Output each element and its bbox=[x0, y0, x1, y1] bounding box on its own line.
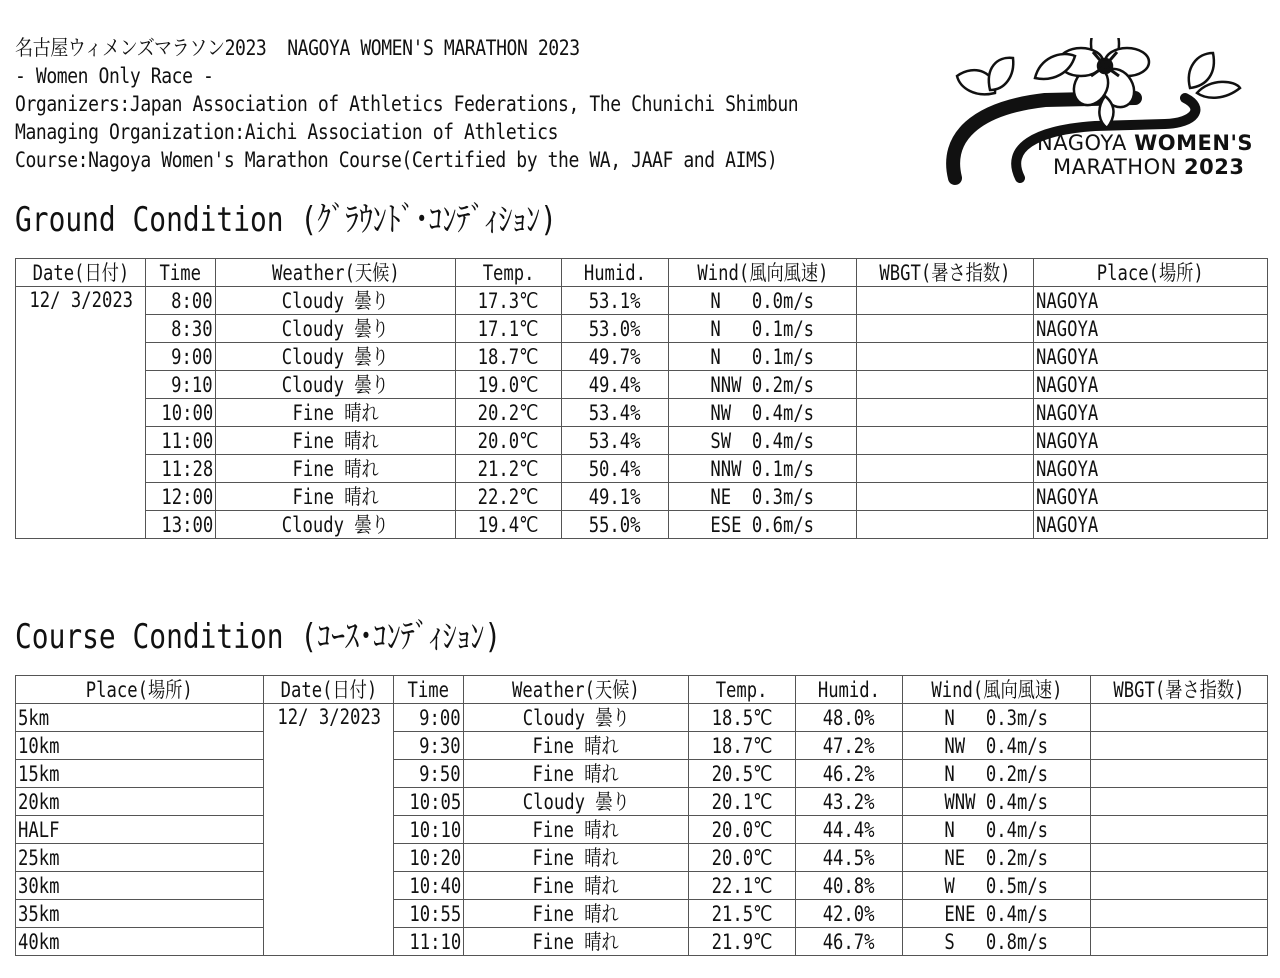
place-cell: 30km bbox=[16, 872, 264, 900]
weather-cell: Fine 晴れ bbox=[464, 760, 689, 788]
time-cell: 9:00 bbox=[146, 343, 216, 371]
temp-cell: 21.9℃ bbox=[689, 928, 796, 956]
table-row bbox=[16, 399, 1268, 427]
place-cell: NAGOYA bbox=[1034, 287, 1268, 315]
humid-cell: 53.4% bbox=[562, 399, 669, 427]
column-header-temp: Temp. bbox=[689, 676, 796, 704]
column-header-weather: Weather(天候) bbox=[464, 676, 689, 704]
time-cell: 10:05 bbox=[394, 788, 464, 816]
table-row bbox=[16, 483, 1268, 511]
table-row bbox=[16, 844, 1268, 872]
time-cell: 11:28 bbox=[146, 455, 216, 483]
humid-cell: 40.8% bbox=[796, 872, 903, 900]
place-cell: NAGOYA bbox=[1034, 427, 1268, 455]
humid-cell: 48.0% bbox=[796, 704, 903, 732]
wind-cell: N 0.4m/s bbox=[903, 816, 1091, 844]
humid-cell: 50.4% bbox=[562, 455, 669, 483]
column-header-wind: Wind(風向風速) bbox=[669, 259, 857, 287]
time-cell: 9:00 bbox=[394, 704, 464, 732]
wind-cell: N 0.3m/s bbox=[903, 704, 1091, 732]
column-header-humid: Humid. bbox=[796, 676, 903, 704]
table-row bbox=[16, 760, 1268, 788]
temp-cell: 21.5℃ bbox=[689, 900, 796, 928]
weather-cell: Fine 晴れ bbox=[464, 928, 689, 956]
weather-cell: Fine 晴れ bbox=[464, 844, 689, 872]
wind-cell: N 0.1m/s bbox=[669, 343, 857, 371]
weather-cell: Cloudy 曇り bbox=[216, 287, 456, 315]
wbgt-cell bbox=[1091, 928, 1268, 956]
course-certification-line: Course:Nagoya Women's Marathon Course(Certified by the WA, JAAF and AIMS) bbox=[15, 148, 778, 172]
place-cell: 10km bbox=[16, 732, 264, 760]
time-cell: 10:00 bbox=[146, 399, 216, 427]
managing-organization-line: Managing Organization:Aichi Association of Athletics bbox=[15, 120, 559, 144]
weather-cell: Fine 晴れ bbox=[464, 872, 689, 900]
temp-cell: 19.0℃ bbox=[456, 371, 562, 399]
weather-cell: Fine 晴れ bbox=[464, 816, 689, 844]
column-header-place: Place(場所) bbox=[1034, 259, 1268, 287]
humid-cell: 44.4% bbox=[796, 816, 903, 844]
ground-condition-table bbox=[15, 258, 1268, 539]
course-condition-title: Course Condition (ｺｰｽ･ｺﾝﾃﾞｨｼｮﾝ) bbox=[15, 617, 502, 657]
humid-cell: 53.1% bbox=[562, 287, 669, 315]
place-cell: NAGOYA bbox=[1034, 455, 1268, 483]
wbgt-cell bbox=[857, 427, 1034, 455]
logo-text-marathon: MARATHON bbox=[1053, 155, 1184, 179]
wbgt-cell bbox=[1091, 844, 1268, 872]
wbgt-cell bbox=[857, 371, 1034, 399]
time-cell: 11:10 bbox=[394, 928, 464, 956]
logo-line-2 bbox=[1053, 155, 1244, 179]
time-cell: 10:55 bbox=[394, 900, 464, 928]
column-header-temp: Temp. bbox=[456, 259, 562, 287]
wind-cell: WNW 0.4m/s bbox=[903, 788, 1091, 816]
wbgt-cell bbox=[857, 455, 1034, 483]
time-cell: 10:10 bbox=[394, 816, 464, 844]
column-header-time: Time bbox=[394, 676, 464, 704]
weather-cell: Cloudy 曇り bbox=[464, 788, 689, 816]
weather-cell: Fine 晴れ bbox=[216, 427, 456, 455]
temp-cell: 20.5℃ bbox=[689, 760, 796, 788]
wind-cell: NW 0.4m/s bbox=[903, 732, 1091, 760]
column-header-place: Place(場所) bbox=[16, 676, 264, 704]
temp-cell: 22.1℃ bbox=[689, 872, 796, 900]
time-cell: 10:20 bbox=[394, 844, 464, 872]
wind-cell: N 0.2m/s bbox=[903, 760, 1091, 788]
table-row bbox=[16, 287, 1268, 315]
table-row bbox=[16, 928, 1268, 956]
table-header-row bbox=[16, 676, 1268, 704]
wind-cell: NNW 0.2m/s bbox=[669, 371, 857, 399]
place-cell: NAGOYA bbox=[1034, 343, 1268, 371]
weather-cell: Fine 晴れ bbox=[216, 455, 456, 483]
column-header-wbgt: WBGT(暑さ指数) bbox=[1091, 676, 1268, 704]
wind-cell: NE 0.3m/s bbox=[669, 483, 857, 511]
wbgt-cell bbox=[1091, 732, 1268, 760]
table-row bbox=[16, 872, 1268, 900]
temp-cell: 18.7℃ bbox=[689, 732, 796, 760]
table-header-row bbox=[16, 259, 1268, 287]
column-header-time: Time bbox=[146, 259, 216, 287]
humid-cell: 43.2% bbox=[796, 788, 903, 816]
weather-cell: Cloudy 曇り bbox=[216, 315, 456, 343]
column-header-humid: Humid. bbox=[562, 259, 669, 287]
wbgt-cell bbox=[1091, 816, 1268, 844]
table-row bbox=[16, 788, 1268, 816]
time-cell: 8:00 bbox=[146, 287, 216, 315]
humid-cell: 46.2% bbox=[796, 760, 903, 788]
wbgt-cell bbox=[857, 483, 1034, 511]
place-cell: 20km bbox=[16, 788, 264, 816]
table-row bbox=[16, 455, 1268, 483]
column-header-date: Date(日付) bbox=[16, 259, 146, 287]
place-cell: NAGOYA bbox=[1034, 371, 1268, 399]
time-cell: 9:10 bbox=[146, 371, 216, 399]
column-header-date: Date(日付) bbox=[264, 676, 394, 704]
temp-cell: 17.3℃ bbox=[456, 287, 562, 315]
temp-cell: 20.0℃ bbox=[689, 844, 796, 872]
column-header-wbgt: WBGT(暑さ指数) bbox=[857, 259, 1034, 287]
place-cell: HALF bbox=[16, 816, 264, 844]
weather-cell: Fine 晴れ bbox=[216, 483, 456, 511]
wind-cell: S 0.8m/s bbox=[903, 928, 1091, 956]
date-cell: 12/ 3/2023 bbox=[16, 287, 146, 539]
wbgt-cell bbox=[1091, 788, 1268, 816]
column-header-wind: Wind(風向風速) bbox=[903, 676, 1091, 704]
temp-cell: 19.4℃ bbox=[456, 511, 562, 539]
wind-cell: W 0.5m/s bbox=[903, 872, 1091, 900]
table-row bbox=[16, 704, 1268, 732]
weather-cell: Fine 晴れ bbox=[464, 900, 689, 928]
humid-cell: 49.1% bbox=[562, 483, 669, 511]
course-condition-table bbox=[15, 675, 1268, 956]
humid-cell: 47.2% bbox=[796, 732, 903, 760]
humid-cell: 53.0% bbox=[562, 315, 669, 343]
table-row bbox=[16, 816, 1268, 844]
place-cell: NAGOYA bbox=[1034, 399, 1268, 427]
humid-cell: 53.4% bbox=[562, 427, 669, 455]
document-subtitle: - Women Only Race - bbox=[15, 64, 214, 88]
wbgt-cell bbox=[857, 315, 1034, 343]
wind-cell: NNW 0.1m/s bbox=[669, 455, 857, 483]
humid-cell: 49.7% bbox=[562, 343, 669, 371]
humid-cell: 42.0% bbox=[796, 900, 903, 928]
wind-cell: NW 0.4m/s bbox=[669, 399, 857, 427]
place-cell: 25km bbox=[16, 844, 264, 872]
logo-text-year: 2023 bbox=[1184, 155, 1245, 179]
time-cell: 11:00 bbox=[146, 427, 216, 455]
temp-cell: 20.0℃ bbox=[456, 427, 562, 455]
table-row bbox=[16, 343, 1268, 371]
temp-cell: 17.1℃ bbox=[456, 315, 562, 343]
humid-cell: 44.5% bbox=[796, 844, 903, 872]
weather-cell: Cloudy 曇り bbox=[216, 371, 456, 399]
table-row bbox=[16, 732, 1268, 760]
temp-cell: 22.2℃ bbox=[456, 483, 562, 511]
temp-cell: 20.2℃ bbox=[456, 399, 562, 427]
place-cell: NAGOYA bbox=[1034, 511, 1268, 539]
wbgt-cell bbox=[857, 511, 1034, 539]
place-cell: NAGOYA bbox=[1034, 315, 1268, 343]
temp-cell: 21.2℃ bbox=[456, 455, 562, 483]
wind-cell: ENE 0.4m/s bbox=[903, 900, 1091, 928]
logo-text-womens: WOMEN'S bbox=[1134, 131, 1253, 155]
time-cell: 9:30 bbox=[394, 732, 464, 760]
weather-cell: Fine 晴れ bbox=[216, 399, 456, 427]
time-cell: 12:00 bbox=[146, 483, 216, 511]
temp-cell: 18.7℃ bbox=[456, 343, 562, 371]
logo-text-nagoya: NAGOYA bbox=[1037, 131, 1135, 155]
wind-cell: N 0.0m/s bbox=[669, 287, 857, 315]
place-cell: 15km bbox=[16, 760, 264, 788]
temp-cell: 20.0℃ bbox=[689, 816, 796, 844]
table-row bbox=[16, 511, 1268, 539]
place-cell: NAGOYA bbox=[1034, 483, 1268, 511]
wind-cell: N 0.1m/s bbox=[669, 315, 857, 343]
place-cell: 35km bbox=[16, 900, 264, 928]
weather-cell: Cloudy 曇り bbox=[464, 704, 689, 732]
wbgt-cell bbox=[1091, 872, 1268, 900]
place-cell: 5km bbox=[16, 704, 264, 732]
table-row bbox=[16, 427, 1268, 455]
humid-cell: 49.4% bbox=[562, 371, 669, 399]
wind-cell: SW 0.4m/s bbox=[669, 427, 857, 455]
time-cell: 10:40 bbox=[394, 872, 464, 900]
wind-cell: NE 0.2m/s bbox=[903, 844, 1091, 872]
document-title: 名古屋ウィメンズマラソン2023 NAGOYA WOMEN'S MARATHON 2023 bbox=[15, 36, 580, 60]
organizers-line: Organizers:Japan Association of Athletics Federations, The Chunichi Shimbun bbox=[15, 92, 799, 116]
logo-line-1 bbox=[1037, 131, 1253, 155]
time-cell: 9:50 bbox=[394, 760, 464, 788]
weather-cell: Cloudy 曇り bbox=[216, 511, 456, 539]
temp-cell: 20.1℃ bbox=[689, 788, 796, 816]
wbgt-cell bbox=[1091, 760, 1268, 788]
humid-cell: 55.0% bbox=[562, 511, 669, 539]
weather-cell: Cloudy 曇り bbox=[216, 343, 456, 371]
time-cell: 8:30 bbox=[146, 315, 216, 343]
wbgt-cell bbox=[857, 343, 1034, 371]
wbgt-cell bbox=[1091, 704, 1268, 732]
wbgt-cell bbox=[1091, 900, 1268, 928]
temp-cell: 18.5℃ bbox=[689, 704, 796, 732]
weather-cell: Fine 晴れ bbox=[464, 732, 689, 760]
wbgt-cell bbox=[857, 287, 1034, 315]
wbgt-cell bbox=[857, 399, 1034, 427]
wind-cell: ESE 0.6m/s bbox=[669, 511, 857, 539]
ground-condition-title: Ground Condition (ｸﾞﾗｳﾝﾄﾞ･ｺﾝﾃﾞｨｼｮﾝ) bbox=[15, 200, 557, 240]
place-cell: 40km bbox=[16, 928, 264, 956]
humid-cell: 46.7% bbox=[796, 928, 903, 956]
marathon-logo bbox=[935, 38, 1275, 188]
date-cell: 12/ 3/2023 bbox=[264, 704, 394, 956]
time-cell: 13:00 bbox=[146, 511, 216, 539]
table-row bbox=[16, 900, 1268, 928]
column-header-weather: Weather(天候) bbox=[216, 259, 456, 287]
table-row bbox=[16, 371, 1268, 399]
table-row bbox=[16, 315, 1268, 343]
